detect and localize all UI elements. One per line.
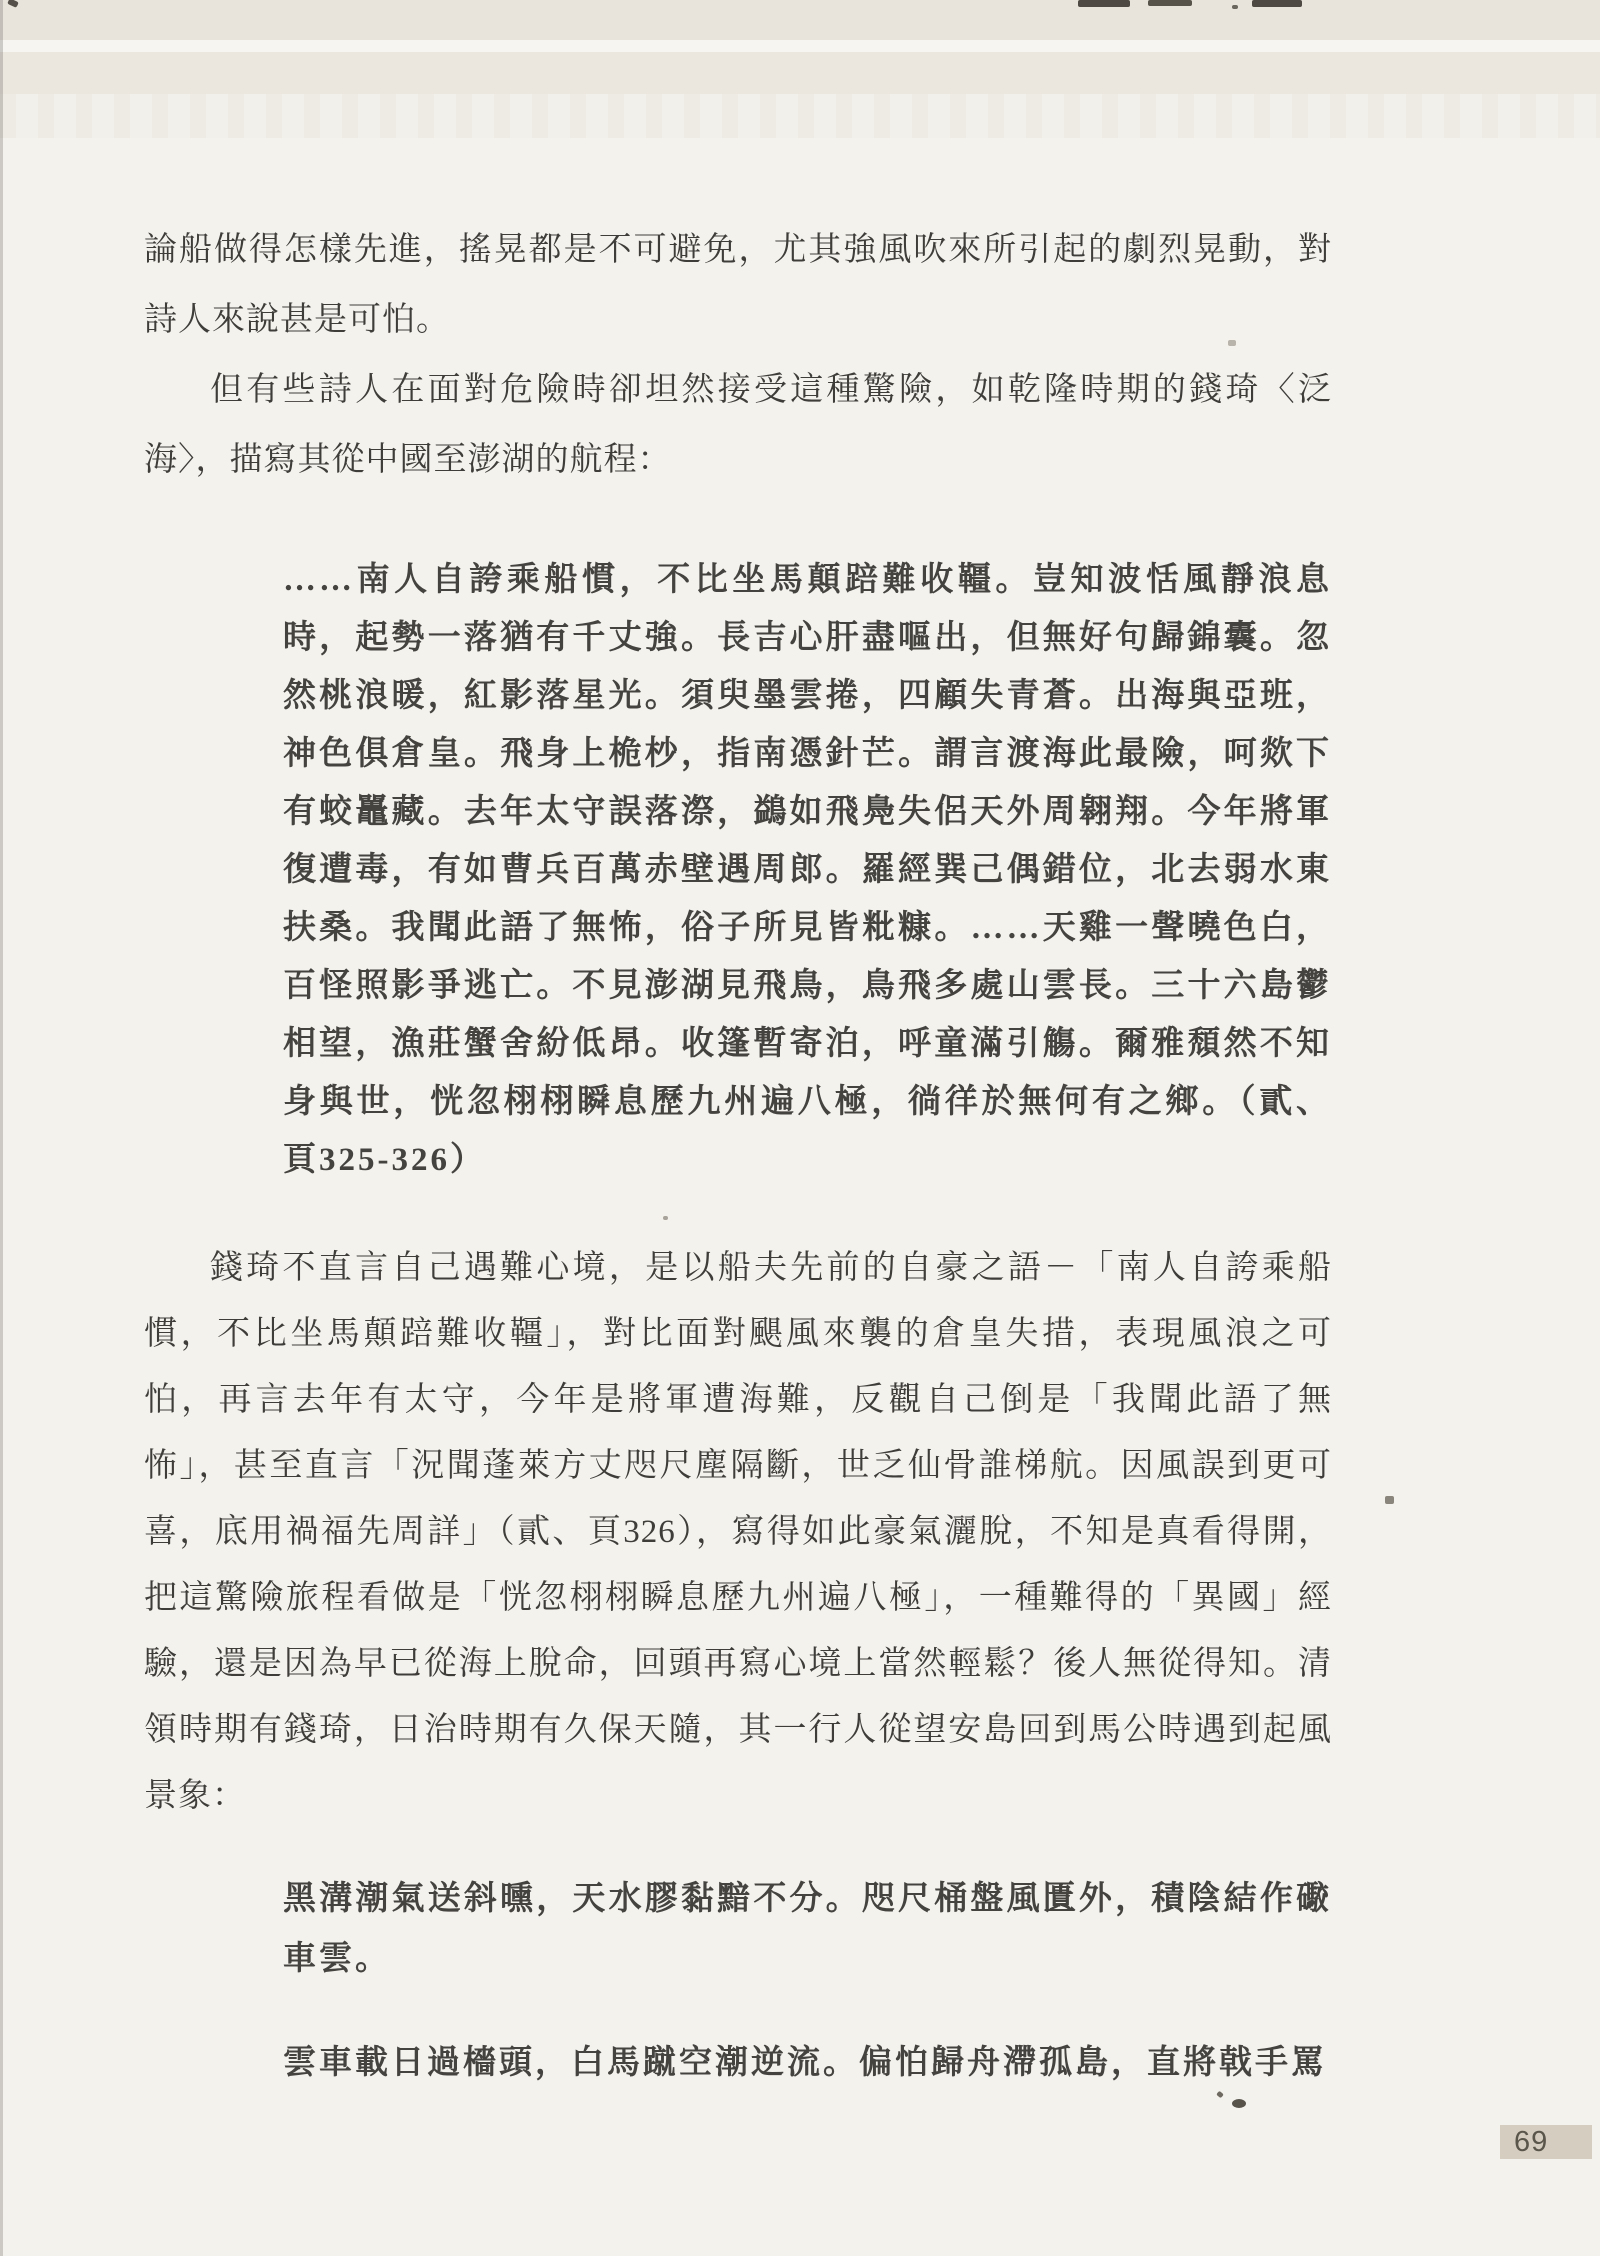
text-line: 有蛟鼉藏。去年太守誤落漈，鷁如飛鳧失侶天外周翱翔。今年將軍	[283, 794, 1332, 830]
text-line: 把這驚險旅程看做是「恍忽栩栩瞬息歷九州遍八極」，一種難得的「異國」經	[144, 1580, 1332, 1616]
text-line: 身與世，恍忽栩栩瞬息歷九州遍八極，徜徉於無何有之鄉。（貳、	[283, 1084, 1332, 1120]
text-line: ……南人自誇乘船慣，不比坐馬顛踣難收韁。豈知波恬風靜浪息	[283, 562, 1332, 598]
text-line: 神色俱倉皇。飛身上桅杪，指南憑針芒。謂言渡海此最險，呵欻下	[283, 736, 1332, 772]
text-line: 論船做得怎樣先進，搖晃都是不可避免，尤其強風吹來所引起的劇烈晃動，對	[144, 232, 1332, 268]
text-line: 百怪照影爭逃亡。不見澎湖見飛鳥，鳥飛多處山雲長。三十六島鬱	[283, 968, 1332, 1004]
text-line: 詩人來說甚是可怕。	[144, 302, 450, 338]
scan-speck	[1232, 2099, 1246, 2108]
paragraph-1	[144, 215, 1332, 355]
paragraph-2	[144, 355, 1332, 495]
text-line: 領時期有錢琦，日治時期有久保天隨，其一行人從望安島回到馬公時遇到起風	[144, 1712, 1332, 1748]
text-line: 怖」，甚至直言「況聞蓬萊方丈咫尺塵隔斷，世乏仙骨誰梯航。因風誤到更可	[144, 1448, 1332, 1484]
text-line: 但有些詩人在面對危險時卻坦然接受這種驚險，如乾隆時期的錢琦〈泛	[210, 372, 1332, 408]
text-line: 怕，再言去年有太守，今年是將軍遭海難，反觀自己倒是「我聞此語了無	[144, 1382, 1332, 1418]
text-line: 景象：	[144, 1778, 246, 1814]
text-line: 驗，還是因為早已從海上脫命，回頭再寫心境上當然輕鬆？後人無從得知。清	[144, 1646, 1332, 1682]
block-quote-poem-kubo-2	[283, 2033, 1332, 2093]
text-line: 錢琦不直言自己遇難心境，是以船夫先前的自豪之語－「南人自誇乘船	[210, 1250, 1332, 1286]
block-quote-poem-fanhai	[283, 551, 1332, 1189]
text-line: 頁325-326）	[283, 1142, 486, 1178]
page-number-box	[1500, 2125, 1592, 2159]
text-line: 然桃浪暖，紅影落星光。須臾墨雲捲，四顧失青蒼。出海與亞班，	[283, 678, 1332, 714]
text-line: 復遭毒，有如曹兵百萬赤壁遇周郎。羅經巽己偶錯位，北去弱水東	[283, 852, 1332, 888]
text-line: 扶桑。我聞此語了無怖，俗子所見皆粃糠。……天雞一聲曉色白，	[283, 910, 1332, 946]
block-quote-poem-kubo-1	[283, 1869, 1332, 1989]
text-line: 慣，不比坐馬顛踣難收韁」，對比面對颶風來襲的倉皇失措，表現風浪之可	[144, 1316, 1332, 1352]
page-number: 69	[1514, 2125, 1549, 2158]
text-line: 車雲。	[283, 1941, 391, 1977]
paragraph-3	[144, 1235, 1332, 1829]
text-line: 時，起勢一落猶有千丈強。長吉心肝盡嘔出，但無好句歸錦囊。忽	[283, 620, 1332, 656]
text-line: 黑溝潮氣送斜曛，天水膠黏黯不分。咫尺桶盤風匱外，積陰結作礮	[283, 1881, 1332, 1917]
text-line: 海〉，描寫其從中國至澎湖的航程：	[144, 442, 672, 478]
text-line: 雲車載日過檣頭，白馬蹴空潮逆流。偏怕歸舟滯孤島，直將戟手罵	[283, 2045, 1327, 2081]
text-line: 相望，漁莊蟹舍紛低昂。收篷暫寄泊，呼童滿引觴。爾雅頹然不知	[283, 1026, 1332, 1062]
text-line: 喜，底用禍福先周詳」（貳、頁326），寫得如此豪氣灑脫，不知是真看得開，	[144, 1514, 1332, 1550]
